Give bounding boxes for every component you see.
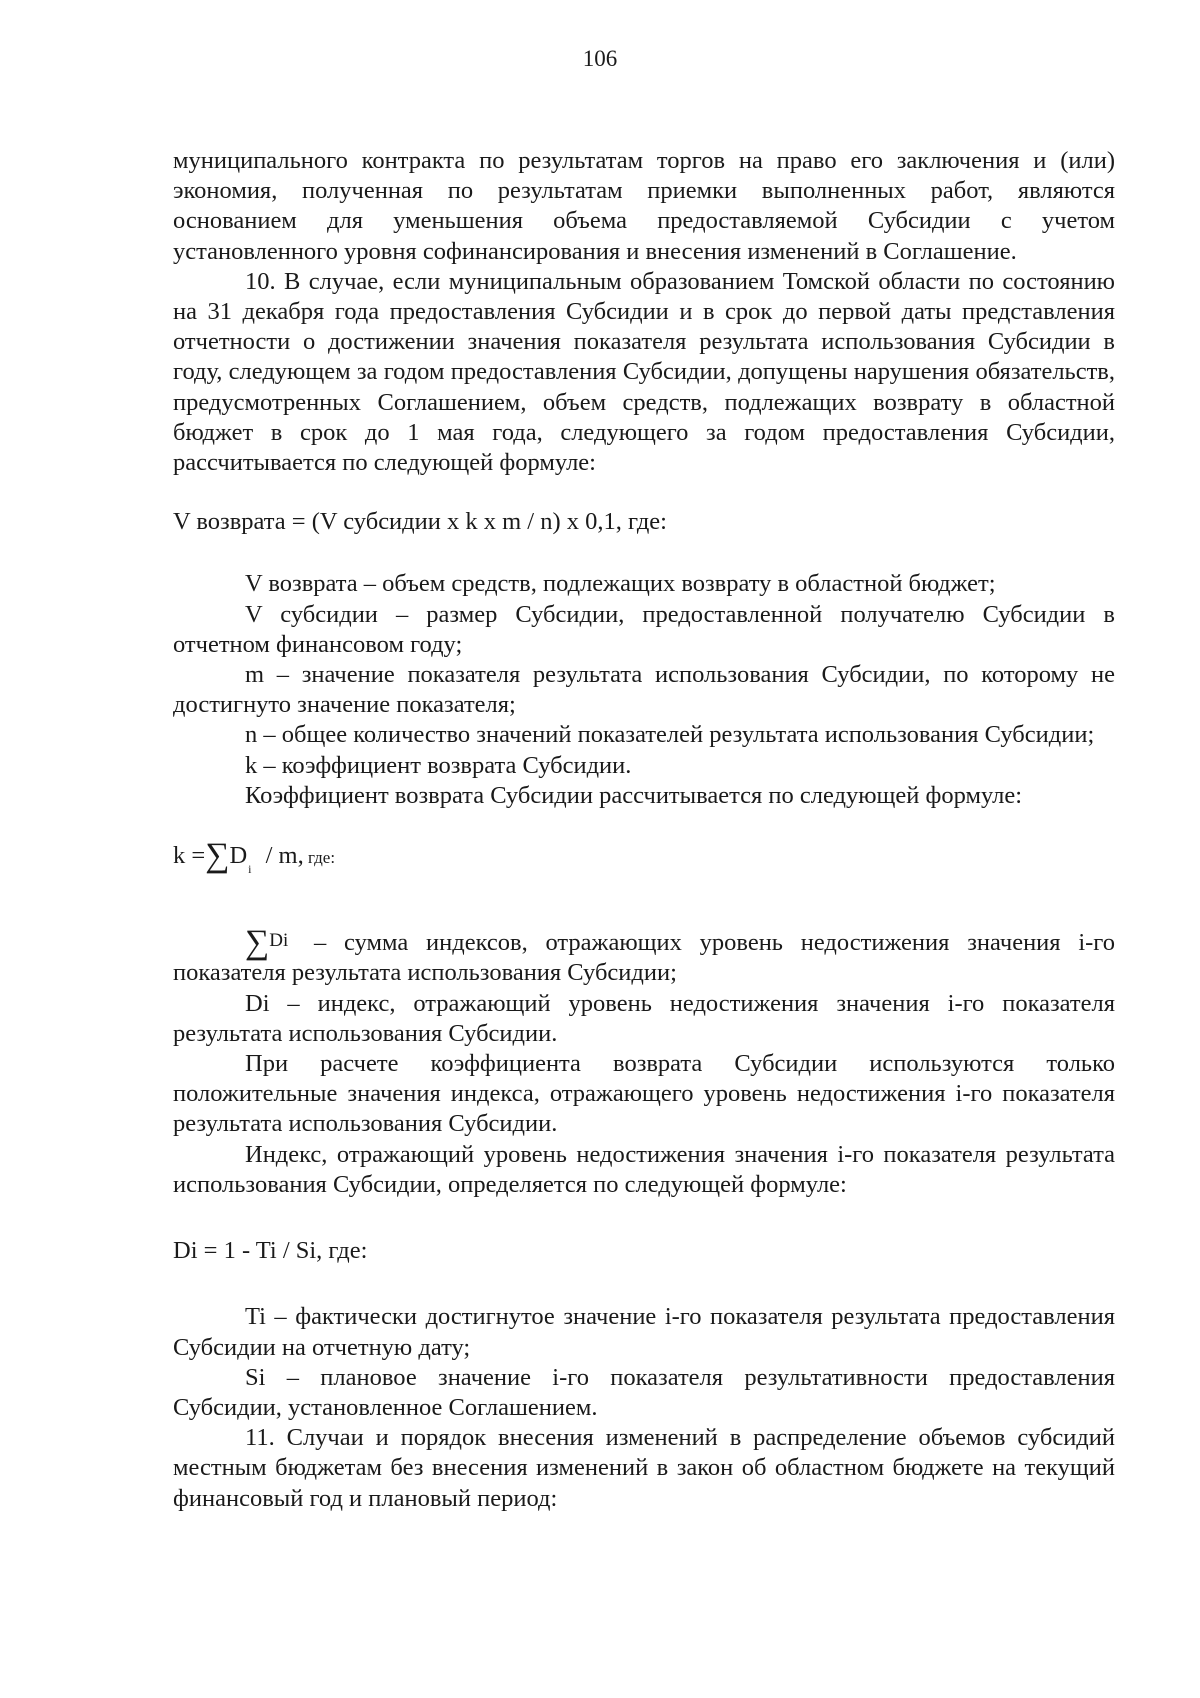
formula-k-lhs: k = — [173, 842, 206, 870]
sum-di-text: – сумма индексов, отражающих уровень недостижения значения i-го показателя результата использования Субсидии; — [173, 929, 1115, 987]
definition-sum-di — [173, 926, 1115, 988]
formula-k-subscript: i — [248, 862, 252, 877]
formula-k-term: D — [229, 842, 248, 870]
paragraph-11: 11. Случаи и порядок внесения изменений в распределение объемов субсидий местным бюджетам без внесения изменений в закон об областном бюджете на текущий финансовый год и плановый период: — [173, 1424, 1115, 1512]
definition-v-return: V возврата – объем средств, подлежащих возврату в областной бюджет; — [245, 570, 996, 598]
sigma-symbol: ∑ — [245, 924, 270, 962]
definition-di: Di – индекс, отражающий уровень недостижения значения i-го показателя результата использования Субсидии. — [173, 989, 1115, 1047]
definition-n: n – общее количество значений показателей результата использования Субсидии; — [245, 721, 1095, 749]
body-text — [173, 146, 1115, 1514]
paragraph-index: Индекс, отражающий уровень недостижения значения i-го показателя результата использования Субсидии, определяется по следующей формуле: — [173, 1140, 1115, 1198]
formula-k — [173, 837, 1115, 884]
formula-v-return: V возврата = (V субсидии x k x m / n) x 0,1, где: — [173, 508, 667, 536]
paragraph-contract: муниципального контракта по результатам торгов на право его заключения и (или) экономия, полученная по результатам приемки выполненных работ, являются основанием для уменьшения объема предоставляемой Субсидии с учетом установленного уровня софинансирования и внесения изменений в Соглашение. — [173, 147, 1115, 265]
definition-k: k – коэффициент возврата Субсидии. — [245, 751, 632, 779]
paragraph-positive-values: При расчете коэффициента возврата Субсидии используются только положительные значения индекса, отражающего уровень недостижения i-го показателя результата использования Субсидии. — [173, 1050, 1115, 1138]
definition-m: m – значение показателя результата использования Субсидии, по которому не достигнуто значение показателя; — [173, 661, 1115, 719]
definition-v-subsidy: V субсидии – размер Субсидии, предоставленной получателю Субсидии в отчетном финансовом году; — [173, 600, 1115, 658]
sum-di-label: Di — [269, 930, 289, 952]
formula-k-rest: / m, — [259, 842, 304, 870]
definition-si: Si – плановое значение i-го показателя результативности предоставления Субсидии, установленное Соглашением. — [173, 1363, 1115, 1421]
page-number: 106 — [582, 46, 618, 71]
paragraph-10: 10. В случае, если муниципальным образованием Томской области по состоянию на 31 декабря года предоставления Субсидии и в срок до первой даты представления отчетности о достижении значения показателя результата использования Субсидии в году, следующем за годом предоставления Субсидии, допущены нарушения обязательств, предусмотренных Соглашением, объем средств, подлежащих возврату в областной бюджет в срок до 1 мая года, следующего за годом предоставления Субсидии, рассчитывается по следующей формуле: — [173, 267, 1115, 477]
formula-di: Di = 1 - Ti / Si, где: — [173, 1237, 368, 1265]
formula-k-suffix: где: — [303, 848, 336, 868]
sigma-symbol: ∑ — [205, 837, 230, 875]
definition-ti: Ti – фактически достигнутое значение i-го показателя результата предоставления Субсидии на отчетную дату; — [173, 1303, 1115, 1361]
k-formula-intro: Коэффициент возврата Субсидии рассчитывается по следующей формуле: — [245, 781, 1023, 809]
